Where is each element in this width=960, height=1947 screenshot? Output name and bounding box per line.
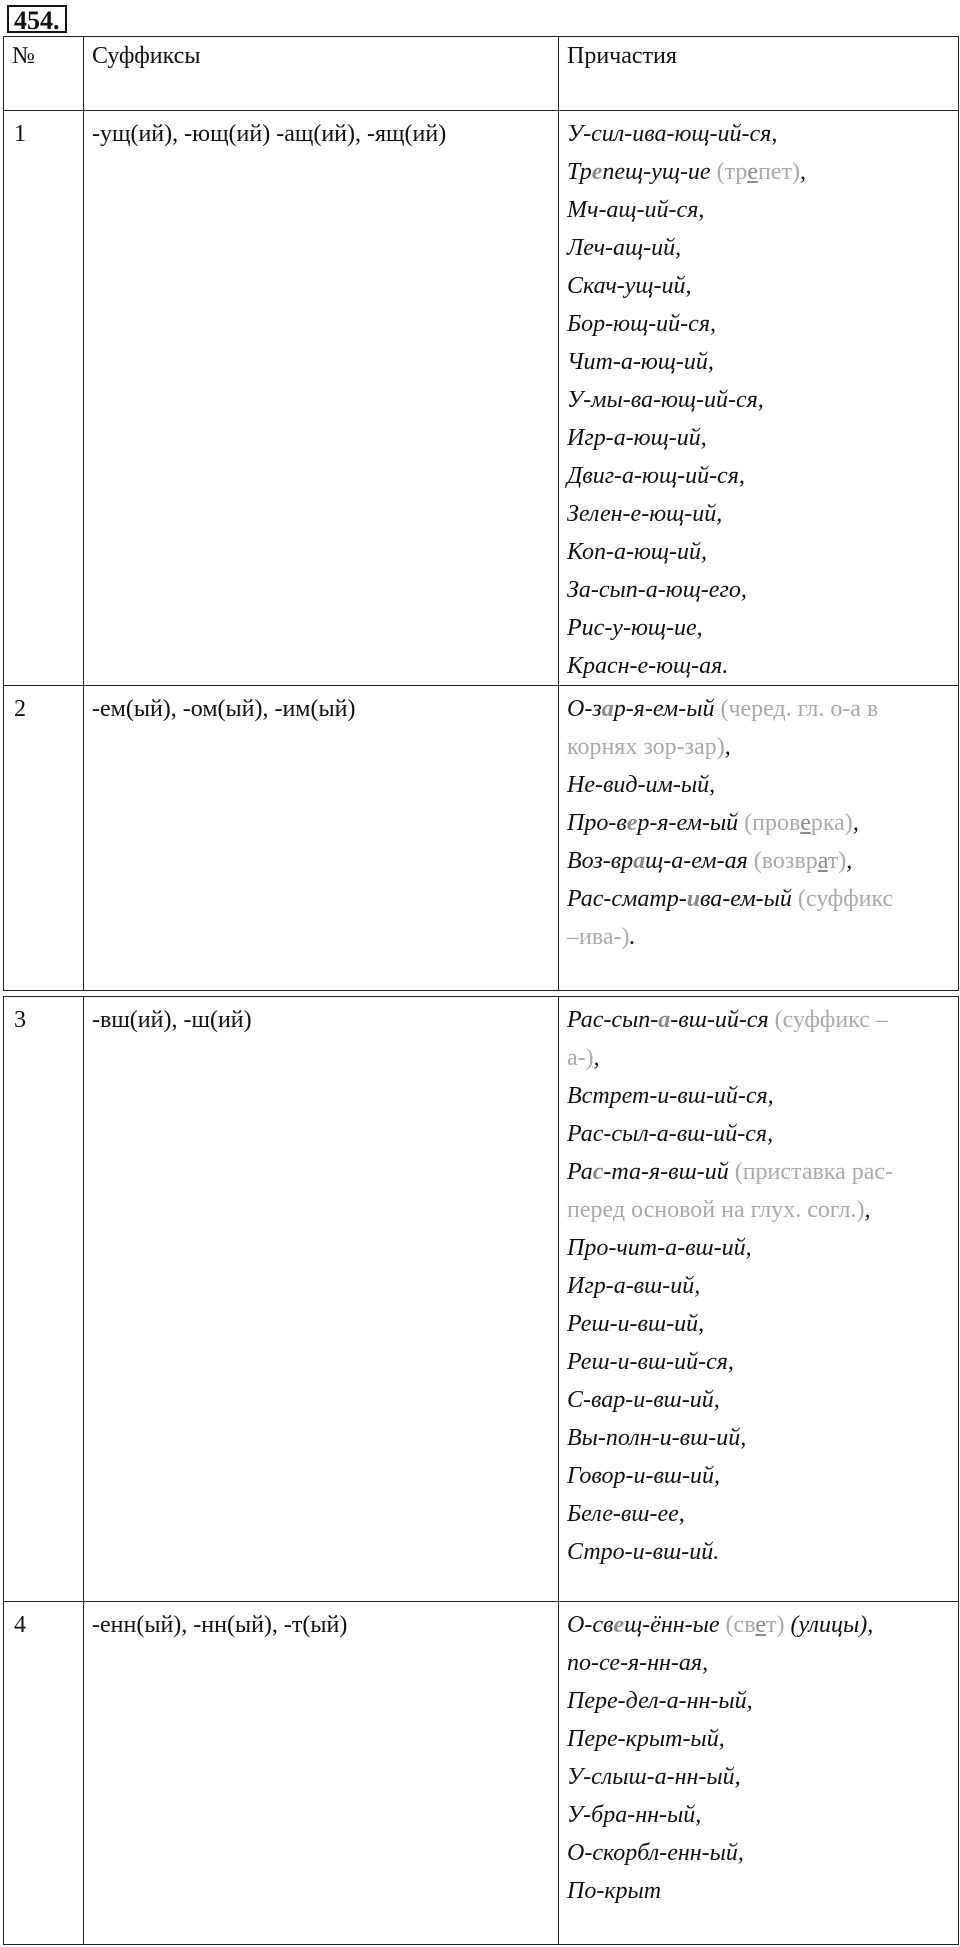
row-number: 2 [4,686,84,991]
word-text: -вш-ий-ся [670,1007,775,1033]
note-text: корнях зор-зар) [567,734,725,760]
word-text: Бор-ющ-ий-ся, [567,311,716,337]
highlighted-letter: с [592,1159,604,1185]
word-text: . [629,924,636,950]
participle-line [567,1872,950,1910]
participle-line [567,1229,950,1267]
highlighted-letter: е [800,810,811,836]
highlighted-letter: а [601,696,614,722]
participle-line [567,1682,950,1720]
note-text: –ива-) [567,924,630,950]
header-num: № [4,37,84,111]
note-text: (приставка рас- [734,1159,894,1185]
word-text: О-скорбл-енн-ый, [567,1840,744,1866]
participle-line [567,305,950,343]
word-text: Чит-а-ющ-ий, [567,349,714,375]
participle-line [567,1381,950,1419]
participle-line [567,153,950,191]
participle-line [567,1001,950,1039]
word-text: Скач-ущ-ий, [567,273,692,299]
participle-line [567,457,950,495]
participle-line [567,1115,950,1153]
participle-line [567,609,950,647]
participle-line [567,115,950,153]
highlighted-letter: е [626,810,638,836]
note-text: пет) [758,159,801,185]
participle-line [567,381,950,419]
highlighted-letter: а [658,1007,671,1033]
participle-line [567,1305,950,1343]
participle-line [567,842,950,880]
participle-line [567,918,950,956]
word-text: С-вар-и-вш-ий, [567,1387,720,1413]
note-text: (св [725,1612,756,1638]
row-participles [559,686,959,991]
word-text: Ра [567,1159,593,1185]
participle-line [567,1720,950,1758]
highlighted-letter: а [633,848,646,874]
word-text: Беле-вш-ее, [567,1501,685,1527]
word-text: , [864,1197,871,1223]
word-text: Игр-а-ющ-ий, [567,425,707,451]
row-suffixes: -енн(ый), -нн(ый), -т(ый) [84,1602,559,1945]
participle-line [567,1077,950,1115]
word-text: Мч-ащ-ий-ся, [567,197,705,223]
word-text: У-мы-ва-ющ-ий-ся, [567,387,764,413]
participle-line [567,191,950,229]
participle-line [567,1039,950,1077]
highlighted-letter: е [755,1612,767,1638]
participle-line [567,647,950,685]
word-text: р-я-ем-ый [613,696,721,722]
row-number: 3 [4,997,84,1602]
row-number: 4 [4,1602,84,1945]
word-text: Красн-е-ющ-ая. [567,653,729,679]
table-row [4,997,959,1602]
word-text: , [800,159,807,185]
word-text: Леч-ащ-ий, [567,235,682,261]
table-row [4,686,959,991]
row-suffixes: -ем(ый), -ом(ый), -им(ый) [84,686,559,991]
highlighted-letter: е [613,1612,625,1638]
participle-line [567,690,950,728]
word-text: Рас-сматр- [567,886,687,912]
participle-line [567,1758,950,1796]
participle-line [567,1606,950,1644]
word-text: по-се-я-нн-ая, [567,1650,709,1676]
note-text: (возвр [753,848,818,874]
header-suffixes: Суффиксы [84,37,559,111]
word-text: Тр [567,159,592,185]
word-text: пещ-ущ-ие [602,159,717,185]
word-text: Про-чит-а-вш-ий, [567,1235,752,1261]
word-text: О-св [567,1612,614,1638]
word-text: Рис-у-ющ-ие, [567,615,703,641]
word-text: -та-я-вш-ий [603,1159,735,1185]
participle-line [567,533,950,571]
note-text: (черед. гл. о-а в [720,696,879,722]
participle-line [567,343,950,381]
participle-line [567,728,950,766]
word-text: Пере-дел-а-нн-ый, [567,1688,753,1714]
participle-line [567,880,950,918]
word-text: Про-в [567,810,627,836]
highlighted-letter: и [686,886,701,912]
word-text: Реш-и-вш-ий-ся, [567,1349,734,1375]
row-participles [559,997,959,1602]
highlighted-letter: е [747,159,759,185]
highlighted-letter: е [591,159,603,185]
word-text: У-бра-нн-ый, [567,1802,702,1828]
note-text: (пров [744,810,801,836]
highlighted-letter: а [817,848,828,874]
word-text: У-сил-ива-ющ-ий-ся, [567,121,778,147]
word-text: Встрет-и-вш-ий-ся, [567,1083,774,1109]
word-text: Стро-и-вш-ий. [567,1539,720,1565]
note-text: (суффикс – [774,1007,888,1033]
participle-line [567,1191,950,1229]
participle-line [567,1457,950,1495]
participle-line [567,267,950,305]
participle-line [567,1796,950,1834]
row-number: 1 [4,111,84,686]
word-text: щ-а-ем-ая [645,848,754,874]
header-row [4,37,959,111]
participle-line [567,1267,950,1305]
participle-line [567,419,950,457]
row-participles [559,1602,959,1945]
word-text: Говор-и-вш-ий, [567,1463,721,1489]
note-text: а-) [567,1045,594,1071]
word-text: (улицы), [784,1612,874,1638]
note-text: рка) [810,810,853,836]
participle-line [567,571,950,609]
participle-line [567,1644,950,1682]
participle-line [567,766,950,804]
word-text: По-крыт [567,1878,662,1904]
note-text: перед основой на глух. согл.) [567,1197,865,1223]
word-text: Зелен-е-ющ-ий, [567,501,723,527]
header-participles: Причастия [559,37,959,111]
participle-line [567,229,950,267]
row-suffixes: -ущ(ий), -ющ(ий) -ащ(ий), -ящ(ий) [84,111,559,686]
participle-line [567,804,950,842]
word-text: р-я-ем-ый [637,810,745,836]
word-text: , [846,848,853,874]
participle-line [567,1533,950,1571]
word-text: Воз-вр [567,848,634,874]
note-text: т) [827,848,847,874]
participle-line [567,1153,950,1191]
row-participles [559,111,959,686]
exercise-number: 454. [7,5,67,33]
word-text: щ-ённ-ые [624,1612,726,1638]
participle-line [567,1419,950,1457]
word-text: ва-ем-ый [700,886,798,912]
word-text: Вы-полн-и-вш-ий, [567,1425,747,1451]
word-text: Рас-сып- [567,1007,659,1033]
participle-line [567,1834,950,1872]
word-text: Не-вид-им-ый, [567,772,716,798]
word-text: Пере-крыт-ый, [567,1726,725,1752]
word-text: , [852,810,859,836]
word-text: , [593,1045,600,1071]
participle-line [567,495,950,533]
participle-line [567,1495,950,1533]
word-text: За-сып-а-ющ-его, [567,577,747,603]
participles-table-part-1 [3,36,959,991]
word-text: О-з [567,696,602,722]
note-text: т) [766,1612,785,1638]
note-text: (суффикс [797,886,894,912]
row-suffixes: -вш(ий), -ш(ий) [84,997,559,1602]
word-text: У-слыш-а-нн-ый, [567,1764,741,1790]
table-row [4,111,959,686]
word-text: Двиг-а-ющ-ий-ся, [567,463,745,489]
participle-line [567,1343,950,1381]
participles-table-part-2 [3,996,959,1945]
word-text: Игр-а-вш-ий, [567,1273,701,1299]
word-text: Реш-и-вш-ий, [567,1311,705,1337]
table-row [4,1602,959,1945]
word-text: Рас-сыл-а-вш-ий-ся, [567,1121,774,1147]
note-text: (тр [716,159,748,185]
word-text: , [724,734,731,760]
word-text: Коп-а-ющ-ий, [567,539,708,565]
